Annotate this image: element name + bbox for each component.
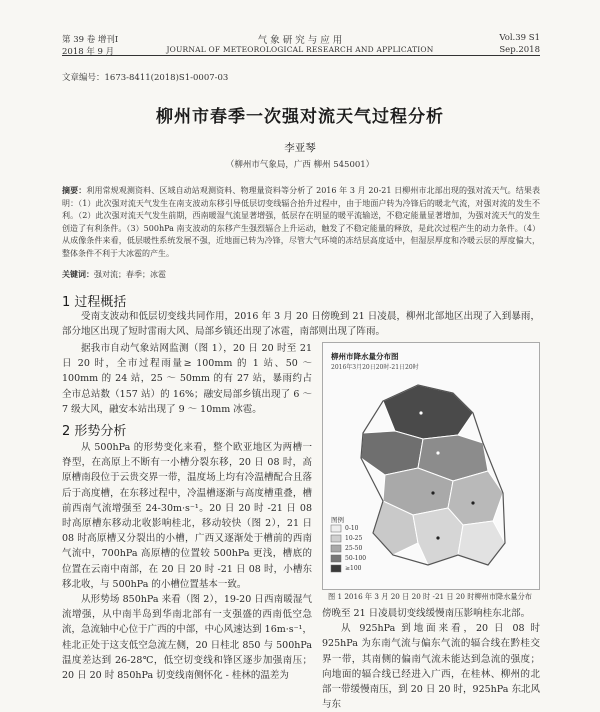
keywords-text: 强对流；春季；冰雹 [94,270,166,279]
station-marker [436,451,439,454]
section-1-para-2 [62,341,312,417]
paper-title: 柳州市春季一次强对流天气过程分析 [156,107,444,127]
paragraph: 从形势场 850hPa 来看（图 2），19-20 日西南暖湿气流增强，从中南半岛到华南北部有一支强盛的西南低空急流，急流轴中心位于广西的中部，中心风速达到 16m·s⁻¹，桂北正处于这支低空急流左侧，20 日桂北 850 与 500hPa 温度差达到 26-28℃，低空切变线和锋区逐步加强南压；20 日 20 时 850hPa 切变线南侧怀化 - 桂林的温差为 [62,594,312,682]
journal-volume-en: Vol.39 S1 [499,33,540,43]
map-subtitle: 2016年3月20日20时-21日20时 [331,364,419,371]
legend-label: 50-100 [345,555,367,562]
abstract [62,184,540,260]
paragraph: 受南支波动和低层切变线共同作用，2016 年 3 月 20 日傍晚到 21 日凌晨，柳州北部地区出现了入到暴雨，部分地区出现了短时雷雨大风、局部乡镇还出现了冰雹，南部则出现了阵雨。 [62,311,540,338]
paragraph: 傍晚至 21 日凌晨切变线缓慢南压影响桂东北部。 [322,608,531,619]
journal-name-en: JOURNAL OF METEOROLOGICAL RESEARCH AND APPLICATION [166,45,434,54]
station-marker [419,411,422,414]
map-region-north [383,385,473,439]
legend-label: 10-25 [345,535,363,542]
legend-swatch [331,545,341,552]
station-marker [436,536,439,539]
paragraph: 从 500hPa 的形势变化来看，整个欧亚地区为两槽一脊型，在高原上不断有一小槽分裂东移，20 日 08 时，高原槽南段位于云贵交界一带，温度场上均有冷温槽配合且落后于高度槽，在东移过程中，冷温槽逐渐与高度槽重叠，槽前西南气流增强至 24-30m·s⁻¹。20 日 20 时 -21 日 08 时高原槽东移动北收影响桂北，移动较快（图 2），21 日 08 时高原槽又分裂出的小槽，广西又逐渐处于槽前的西南气流中，700hPa 高原槽的位置较 500hPa 更浅，槽底的位置在云南中南部，在 20 日 20 时 -21 日 08 时，小槽东移北收，与 500hPa 的小槽位置基本一致。 [62,442,312,590]
abstract-label: 摘要： [62,185,87,195]
journal-volume: 第 39 卷 增刊Ⅰ [62,35,119,45]
map-region-northwest [361,431,423,475]
section-heading-1: 1 过程概括 [62,295,127,310]
journal-date-en: Sep.2018 [499,45,540,55]
journal-name-cn: 气 象 研 究 与 应 用 [257,35,343,46]
legend-label: 0-10 [345,525,359,532]
article-id: 文章编号：1673-8411(2018)S1-0007-03 [62,73,229,83]
journal-date: 2018 年 9 月 [62,47,115,57]
header-rule [62,55,540,56]
legend-swatch [331,555,341,562]
affiliation: （柳州市气象局，广西 柳州 545001） [225,160,375,170]
keywords [62,268,540,282]
legend-swatch [331,535,341,542]
legend-title: 图例 [331,516,344,524]
right-column-text [322,606,540,711]
legend-label: ≥100 [345,565,362,572]
section-heading-2: 2 形势分析 [62,424,127,439]
section-2-body [62,440,312,686]
map-legend [331,525,341,572]
figure-1-caption: 图 1 2016 年 3 月 20 日 20 时 -21 日 20 时柳州市降水量分布 [328,592,532,601]
legend-swatch [331,565,341,572]
station-marker [431,491,434,494]
paragraph: 从 925hPa 到地面来看，20 日 08 时 925hPa 为东南气流与偏东气流的辐合线在黔桂交界一带，其南侧的偏南气流未能达到急流的强度；向地面的辐合线已经进入广西，在桂林、柳州的北部一带缓慢南压，到 20 日 20 时，925hPa 东北风与东 [322,623,540,711]
legend-swatch [331,525,341,532]
author: 李亚琴 [284,142,316,154]
map-region-southeast [458,521,505,565]
figure-1-map [322,342,540,590]
abstract-text: 利用常规观测资料、区域自动站观测资料、物理量资料等分析了 2016 年 3 月 20-21 日柳州市北部出现的强对流天气。结果表明：（1）此次强对流天气发生在南支波动东移引导低层切变线辐合抬升过程中，由于地面户转为冷锋后的暖北气流，对强对流的发生不利。（2）此次强对流天气发生前期，西南暖湿气流显著增强，低层存在明显的暖平流输送，不稳定能量显著增加，为强对流天气的发生创造了有利条件。（3）500hPa 南支波动的东移产生强烈辐合上升运动，触发了不稳定能量的释放，是此次过程产生的动力条件。（4）从成像条件来看，低层暖性系统发展不强，近地面已转为冷锋，尽管大气环境的冻结层高度适中，但湿层厚度和冷暖云层的厚度偏大，整体条件不利于大冰雹的产生。 [62,186,541,258]
map-title: 柳州市降水量分布图 [331,352,399,361]
paragraph: 据我市自动气象站网监测（图 1），20 日 20 时至 21 日 20 时，全市过程雨量≥ 100mm 的 1 站、50 ～ 100mm 的 24 站，25 ～ 50mm 的有 27 站，暴雨约占全市总站数（157 站）的 16%；融安局部乡镇出现了 6 ～ 7 级大风，融安本站出现了 9 ～ 10mm 冰雹。 [62,343,312,415]
section-1-para-1 [62,309,540,339]
legend-labels [345,525,366,575]
legend-label: 25-50 [345,545,363,552]
station-marker [471,501,474,504]
keywords-label: 关键词： [62,269,94,279]
